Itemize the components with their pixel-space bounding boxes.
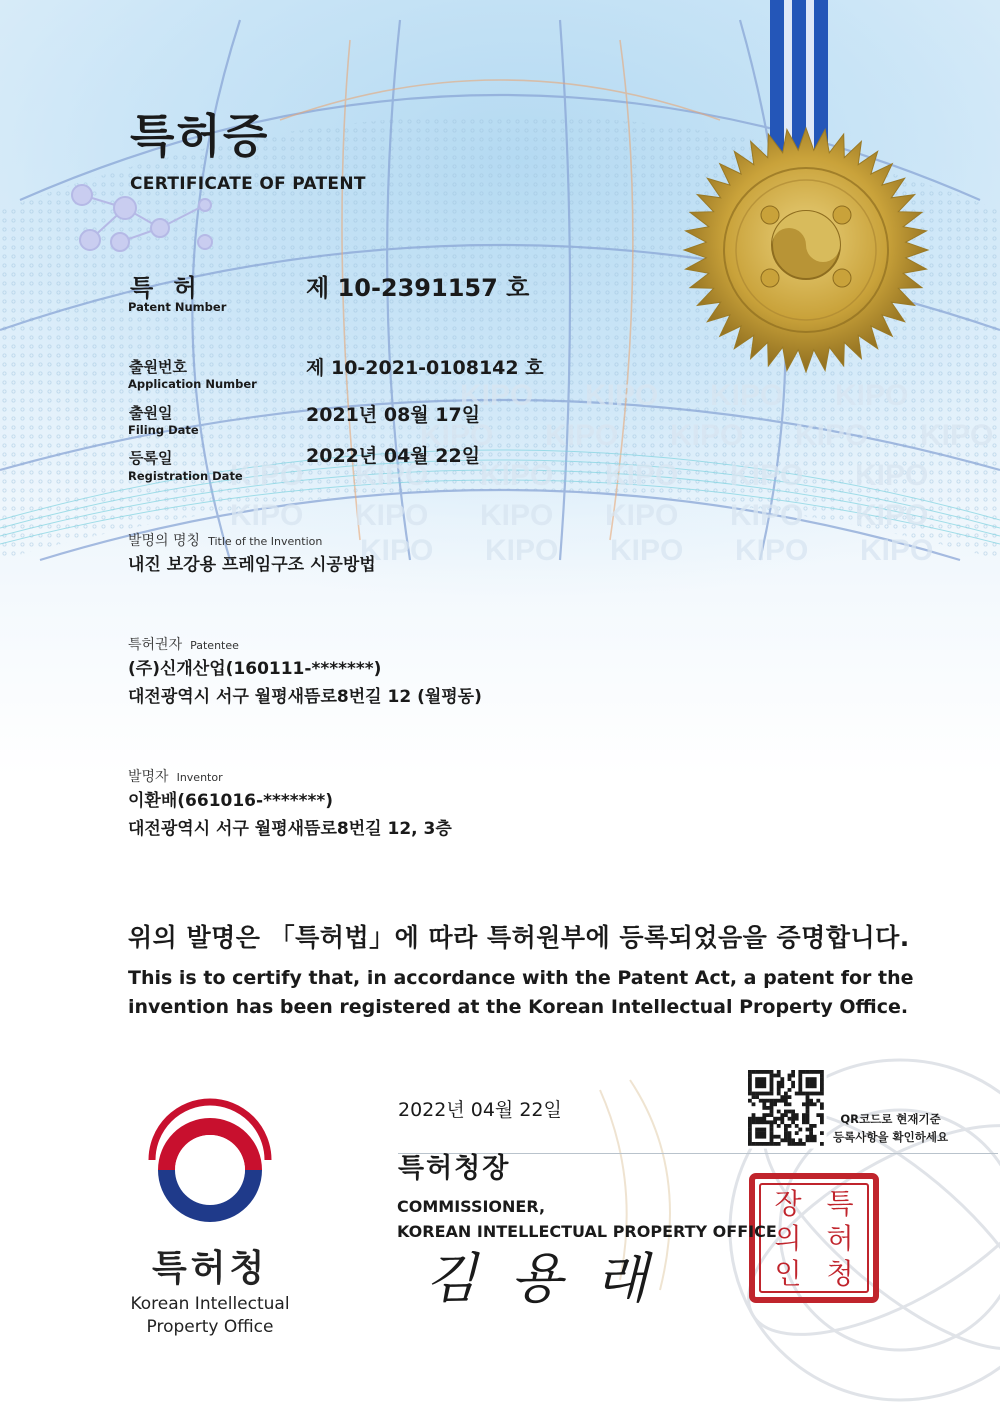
patent-number-label-en: Patent Number [128,300,227,314]
application-number-label: 출원번호 [129,358,187,376]
stamp-character: 특 [826,1187,854,1220]
inventor-label [128,766,223,786]
watermark-text: KIPO [730,459,804,492]
watermark-text: KIPO [710,379,784,412]
patentee-label-ko: 특허권자 [128,637,183,653]
watermark-text: KIPO [860,534,934,567]
filing-date-label: 출원일 [129,404,173,422]
office-name-ko: 특허청 [152,1248,269,1289]
invention-label-ko: 발명의 명칭 [128,533,201,549]
watermark-text: KIPO [355,499,429,532]
invention-title: 내진 보강용 프레임구조 시공방법 [128,555,376,575]
issue-date: 2022년 04월 22일 [398,1099,562,1121]
qr-caption-line1: QR코드로 현재기준 [840,1112,941,1126]
stamp-character: 인 [774,1257,802,1290]
office-name-en [120,1293,300,1339]
patentee-address: 대전광역시 서구 월평새뜸로8번길 12 (월평동) [128,687,482,707]
watermark-text: KIPO [605,499,679,532]
watermark-text: KIPO [835,379,909,412]
watermark-text: KIPO [420,419,494,452]
registration-date-value: 2022년 04월 22일 [306,445,481,467]
watermark-text: KIPO [855,459,929,492]
invention-label [128,530,322,550]
watermark-text: KIPO [730,499,804,532]
watermark-text: KIPO [355,459,429,492]
patentee-label-en: Patentee [190,639,239,652]
certificate-title: 특허증 [130,109,270,163]
stamp-character: 청 [826,1257,854,1290]
stamp-character: 허 [826,1222,854,1255]
patent-number-value: 제 10-2391157 호 [306,274,530,302]
watermark-text: KIPO [610,534,684,567]
patent-number-label: 특 허 [130,274,203,302]
watermark-text: KIPO [360,534,434,567]
watermark-text: KIPO [605,459,679,492]
inventor-label-en: Inventor [176,771,223,784]
certification-statement-ko: 위의 발명은 「특허법」에 따라 특허원부에 등록되었음을 증명합니다. [128,923,910,952]
inventor-name: 이환배(661016-*******) [128,791,334,811]
watermark-text: KIPO [545,419,619,452]
watermark-text: KIPO [480,459,554,492]
filing-date-value: 2021년 08월 17일 [306,404,481,426]
watermark-text: KIPO [460,379,534,412]
qr-caption-line2: 등록사항을 확인하세요 [833,1130,949,1144]
watermark-text: KIPO [480,499,554,532]
stamp-character: 장 [774,1187,802,1220]
inventor-address: 대전광역시 서구 월평새뜸로8번길 12, 3층 [128,819,452,839]
official-stamp [762,1186,866,1290]
commissioner-title: 특허청장 [398,1153,511,1184]
watermark-text: KIPO [735,534,809,567]
certification-statement-en: This is to certify that, in accordance with the Patent Act, a patent for the invention has been registered at the Korean Intellectual Property Office. [128,967,914,1018]
application-number-label-en: Application Number [128,377,257,391]
invention-label-en: Title of the Invention [208,535,323,548]
office-name-en-line1: Korean Intellectual [130,1294,290,1314]
patentee-label [128,634,239,654]
certificate-title-en: CERTIFICATE OF PATENT [130,174,366,194]
patentee-name: (주)신개산업(160111-*******) [128,659,382,679]
stamp-characters [762,1186,866,1290]
filing-date-label-en: Filing Date [128,423,199,437]
office-name-en-line2: Property Office [146,1317,274,1337]
commissioner-signature: 김 용 래 [425,1247,656,1310]
watermark-text: KIPO [855,499,929,532]
commissioner-title-en-line1: COMMISSIONER, [397,1197,546,1216]
watermark-text: KIPO [670,419,744,452]
watermark-text: KIPO [920,419,994,452]
watermark-text: KIPO [485,534,559,567]
watermark-text: KIPO [585,379,659,412]
watermark-text: KIPO [230,459,304,492]
registration-date-label-en: Registration Date [128,469,243,483]
application-number-value: 제 10-2021-0108142 호 [306,357,544,379]
qr-caption [833,1110,948,1146]
commissioner-title-en-line2: KOREAN INTELLECTUAL PROPERTY OFFICE [397,1222,777,1241]
registration-date-label: 등록일 [129,449,173,467]
watermark-text: KIPO [230,499,304,532]
watermark-text: KIPO [795,419,869,452]
inventor-label-ko: 발명자 [128,769,169,785]
stamp-character: 의 [774,1222,802,1255]
